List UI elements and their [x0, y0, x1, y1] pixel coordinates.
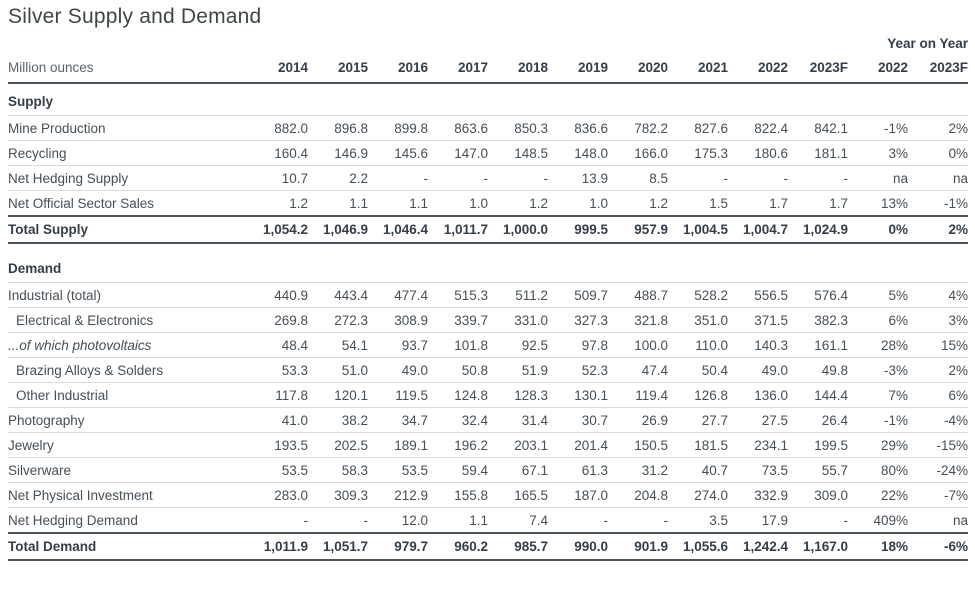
row-label: Other Industrial [8, 383, 248, 408]
column-header-row [8, 54, 968, 83]
page-title: Silver Supply and Demand [8, 5, 262, 28]
value-cell: 126.8 [668, 383, 728, 408]
column-header-2014: 2014 [248, 54, 308, 83]
column-header-2021: 2021 [668, 54, 728, 83]
value-cell: 477.4 [368, 283, 428, 308]
value-cell: 202.5 [308, 433, 368, 458]
row-label: Net Hedging Supply [8, 166, 248, 191]
value-cell: 165.5 [488, 483, 548, 508]
value-cell: 1.2 [488, 191, 548, 217]
value-cell: 67.1 [488, 458, 548, 483]
value-cell: 54.1 [308, 333, 368, 358]
value-cell: 882.0 [248, 116, 308, 141]
value-cell: 119.5 [368, 383, 428, 408]
total-value-cell: 957.9 [608, 216, 668, 243]
row-label: Net Physical Investment [8, 483, 248, 508]
value-cell: -3% [848, 358, 908, 383]
value-cell: 124.8 [428, 383, 488, 408]
total-value-cell: 0% [848, 216, 908, 243]
value-cell: 53.5 [368, 458, 428, 483]
value-cell: 53.3 [248, 358, 308, 383]
value-cell: 3.5 [668, 508, 728, 534]
column-header-2016: 2016 [368, 54, 428, 83]
total-value-cell: 1,046.9 [308, 216, 368, 243]
value-cell: 26.9 [608, 408, 668, 433]
value-cell: 51.0 [308, 358, 368, 383]
value-cell: 130.1 [548, 383, 608, 408]
value-cell: - [368, 166, 428, 191]
total-value-cell: 2% [908, 216, 968, 243]
value-cell: 50.4 [668, 358, 728, 383]
row-label: Net Official Sector Sales [8, 191, 248, 217]
value-cell: 10.7 [248, 166, 308, 191]
total-value-cell: 1,004.5 [668, 216, 728, 243]
row-label: Silverware [8, 458, 248, 483]
table-row [8, 483, 968, 508]
value-cell: 308.9 [368, 308, 428, 333]
value-cell: 511.2 [488, 283, 548, 308]
value-cell: 896.8 [308, 116, 368, 141]
value-cell: - [488, 166, 548, 191]
value-cell: 339.7 [428, 308, 488, 333]
value-cell: 309.3 [308, 483, 368, 508]
section-spacer [8, 243, 968, 251]
value-cell: 7% [848, 383, 908, 408]
total-value-cell: 960.2 [428, 533, 488, 560]
total-value-cell: 1,011.7 [428, 216, 488, 243]
value-cell: 836.6 [548, 116, 608, 141]
value-cell: 49.0 [368, 358, 428, 383]
value-cell: 863.6 [428, 116, 488, 141]
column-header-2023F: 2023F [788, 54, 848, 83]
spacer-cell [8, 243, 968, 251]
total-value-cell: 1,242.4 [728, 533, 788, 560]
value-cell: 2% [908, 358, 968, 383]
value-cell: 27.7 [668, 408, 728, 433]
value-cell: - [608, 508, 668, 534]
total-value-cell: 1,004.7 [728, 216, 788, 243]
value-cell: - [428, 166, 488, 191]
column-header-2022: 2022 [728, 54, 788, 83]
value-cell: 27.5 [728, 408, 788, 433]
value-cell: - [248, 508, 308, 534]
value-cell: 160.4 [248, 141, 308, 166]
value-cell: 827.6 [668, 116, 728, 141]
total-value-cell: 1,000.0 [488, 216, 548, 243]
value-cell: 1.1 [428, 508, 488, 534]
value-cell: 212.9 [368, 483, 428, 508]
value-cell: 331.0 [488, 308, 548, 333]
table-row [8, 333, 968, 358]
year-on-year-label: Year on Year [887, 36, 968, 51]
value-cell: 4% [908, 283, 968, 308]
value-cell: 409% [848, 508, 908, 534]
value-cell: 3% [848, 141, 908, 166]
value-cell: -7% [908, 483, 968, 508]
value-cell: 28% [848, 333, 908, 358]
total-value-cell: 1,024.9 [788, 216, 848, 243]
total-row [8, 216, 968, 243]
value-cell: 1.2 [248, 191, 308, 217]
value-cell: 382.3 [788, 308, 848, 333]
value-cell: 371.5 [728, 308, 788, 333]
value-cell: 440.9 [248, 283, 308, 308]
table-row [8, 116, 968, 141]
section-header-row [8, 251, 968, 283]
value-cell: na [848, 166, 908, 191]
value-cell: 1.2 [608, 191, 668, 217]
value-cell: 128.3 [488, 383, 548, 408]
silver-supply-demand-table [8, 35, 968, 561]
row-label: Photography [8, 408, 248, 433]
table-row [8, 458, 968, 483]
table-row [8, 166, 968, 191]
value-cell: 0% [908, 141, 968, 166]
value-cell: - [668, 166, 728, 191]
value-cell: - [308, 508, 368, 534]
value-cell: 201.4 [548, 433, 608, 458]
total-value-cell: 1,011.9 [248, 533, 308, 560]
value-cell: 1.1 [308, 191, 368, 217]
value-cell: 443.4 [308, 283, 368, 308]
total-value-cell: -6% [908, 533, 968, 560]
total-value-cell: 979.7 [368, 533, 428, 560]
value-cell: 101.8 [428, 333, 488, 358]
total-value-cell: 1,167.0 [788, 533, 848, 560]
value-cell: 274.0 [668, 483, 728, 508]
unit-label: Million ounces [8, 54, 248, 83]
column-header-2020: 2020 [608, 54, 668, 83]
value-cell: 22% [848, 483, 908, 508]
value-cell: 488.7 [608, 283, 668, 308]
value-cell: 100.0 [608, 333, 668, 358]
value-cell: 842.1 [788, 116, 848, 141]
value-cell: 1.0 [548, 191, 608, 217]
row-label: Recycling [8, 141, 248, 166]
row-label: Industrial (total) [8, 283, 248, 308]
value-cell: 175.3 [668, 141, 728, 166]
total-row [8, 533, 968, 560]
value-cell: 509.7 [548, 283, 608, 308]
value-cell: 155.8 [428, 483, 488, 508]
value-cell: 321.8 [608, 308, 668, 333]
value-cell: 49.8 [788, 358, 848, 383]
total-label: Total Supply [8, 216, 248, 243]
value-cell: 6% [848, 308, 908, 333]
value-cell: 61.3 [548, 458, 608, 483]
table-row [8, 283, 968, 308]
value-cell: 269.8 [248, 308, 308, 333]
value-cell: 181.5 [668, 433, 728, 458]
value-cell: 30.7 [548, 408, 608, 433]
total-value-cell: 1,055.6 [668, 533, 728, 560]
value-cell: 53.5 [248, 458, 308, 483]
value-cell: 1.0 [428, 191, 488, 217]
value-cell: 31.4 [488, 408, 548, 433]
value-cell: 48.4 [248, 333, 308, 358]
value-cell: 7.4 [488, 508, 548, 534]
value-cell: 1.1 [368, 191, 428, 217]
value-cell: 309.0 [788, 483, 848, 508]
value-cell: 181.1 [788, 141, 848, 166]
value-cell: 782.2 [608, 116, 668, 141]
value-cell: 822.4 [728, 116, 788, 141]
value-cell: 283.0 [248, 483, 308, 508]
table-row [8, 383, 968, 408]
row-label: Electrical & Electronics [8, 308, 248, 333]
value-cell: 93.7 [368, 333, 428, 358]
value-cell: 32.4 [428, 408, 488, 433]
row-label: ...of which photovoltaics [8, 333, 248, 358]
value-cell: 59.4 [428, 458, 488, 483]
value-cell: 203.1 [488, 433, 548, 458]
value-cell: 204.8 [608, 483, 668, 508]
value-cell: 5% [848, 283, 908, 308]
value-cell: 1.7 [728, 191, 788, 217]
table-row [8, 408, 968, 433]
value-cell: 556.5 [728, 283, 788, 308]
total-value-cell: 1,054.2 [248, 216, 308, 243]
value-cell: 148.5 [488, 141, 548, 166]
value-cell: 1.7 [788, 191, 848, 217]
value-cell: 119.4 [608, 383, 668, 408]
row-label: Net Hedging Demand [8, 508, 248, 534]
value-cell: 2% [908, 116, 968, 141]
value-cell: 1.5 [668, 191, 728, 217]
value-cell: 47.4 [608, 358, 668, 383]
total-value-cell: 18% [848, 533, 908, 560]
value-cell: 199.5 [788, 433, 848, 458]
value-cell: 49.0 [728, 358, 788, 383]
value-cell: - [788, 508, 848, 534]
value-cell: 234.1 [728, 433, 788, 458]
value-cell: 34.7 [368, 408, 428, 433]
value-cell: -1% [908, 191, 968, 217]
total-value-cell: 999.5 [548, 216, 608, 243]
value-cell: 17.9 [728, 508, 788, 534]
row-label: Brazing Alloys & Solders [8, 358, 248, 383]
table-row [8, 308, 968, 333]
value-cell: 58.3 [308, 458, 368, 483]
value-cell: 15% [908, 333, 968, 358]
value-cell: -1% [848, 408, 908, 433]
table-row [8, 358, 968, 383]
value-cell: 187.0 [548, 483, 608, 508]
value-cell: -15% [908, 433, 968, 458]
value-cell: 55.7 [788, 458, 848, 483]
column-header-yoy-2022: 2022 [848, 54, 908, 83]
value-cell: 148.0 [548, 141, 608, 166]
column-header-2019: 2019 [548, 54, 608, 83]
value-cell: 140.3 [728, 333, 788, 358]
column-header-yoy-2023F: 2023F [908, 54, 968, 83]
column-header-2015: 2015 [308, 54, 368, 83]
value-cell: 272.3 [308, 308, 368, 333]
value-cell: 117.8 [248, 383, 308, 408]
value-cell: 29% [848, 433, 908, 458]
value-cell: 144.4 [788, 383, 848, 408]
column-header-2017: 2017 [428, 54, 488, 83]
value-cell: 161.1 [788, 333, 848, 358]
value-cell: 52.3 [548, 358, 608, 383]
value-cell: 38.2 [308, 408, 368, 433]
section-header-row [8, 83, 968, 116]
value-cell: -1% [848, 116, 908, 141]
value-cell: 515.3 [428, 283, 488, 308]
total-value-cell: 901.9 [608, 533, 668, 560]
value-cell: 110.0 [668, 333, 728, 358]
total-value-cell: 985.7 [488, 533, 548, 560]
section-label: Demand [8, 251, 968, 283]
value-cell: 180.6 [728, 141, 788, 166]
value-cell: 196.2 [428, 433, 488, 458]
spacer-cell [8, 35, 848, 54]
table-row [8, 433, 968, 458]
section-label: Supply [8, 83, 968, 116]
table-row [8, 191, 968, 217]
column-header-2018: 2018 [488, 54, 548, 83]
value-cell: 193.5 [248, 433, 308, 458]
value-cell: na [908, 166, 968, 191]
table-row [8, 508, 968, 534]
value-cell: 51.9 [488, 358, 548, 383]
value-cell: 41.0 [248, 408, 308, 433]
value-cell: 97.8 [548, 333, 608, 358]
value-cell: 8.5 [608, 166, 668, 191]
value-cell: 6% [908, 383, 968, 408]
value-cell: 327.3 [548, 308, 608, 333]
row-label: Mine Production [8, 116, 248, 141]
value-cell: 12.0 [368, 508, 428, 534]
value-cell: - [548, 508, 608, 534]
table-body [8, 83, 968, 560]
value-cell: 40.7 [668, 458, 728, 483]
total-value-cell: 1,051.7 [308, 533, 368, 560]
value-cell: 120.1 [308, 383, 368, 408]
value-cell: 13.9 [548, 166, 608, 191]
value-cell: 50.8 [428, 358, 488, 383]
table-row [8, 141, 968, 166]
value-cell: 145.6 [368, 141, 428, 166]
value-cell: 332.9 [728, 483, 788, 508]
value-cell: -4% [908, 408, 968, 433]
value-cell: 850.3 [488, 116, 548, 141]
value-cell: 899.8 [368, 116, 428, 141]
value-cell: 351.0 [668, 308, 728, 333]
total-value-cell: 1,046.4 [368, 216, 428, 243]
value-cell: 146.9 [308, 141, 368, 166]
total-label: Total Demand [8, 533, 248, 560]
value-cell: 189.1 [368, 433, 428, 458]
value-cell: na [908, 508, 968, 534]
value-cell: 26.4 [788, 408, 848, 433]
value-cell: 528.2 [668, 283, 728, 308]
value-cell: 92.5 [488, 333, 548, 358]
value-cell: 136.0 [728, 383, 788, 408]
value-cell: 31.2 [608, 458, 668, 483]
value-cell: 2.2 [308, 166, 368, 191]
value-cell: 13% [848, 191, 908, 217]
value-cell: 80% [848, 458, 908, 483]
value-cell: 147.0 [428, 141, 488, 166]
value-cell: - [728, 166, 788, 191]
total-value-cell: 990.0 [548, 533, 608, 560]
value-cell: 166.0 [608, 141, 668, 166]
row-label: Jewelry [8, 433, 248, 458]
value-cell: 73.5 [728, 458, 788, 483]
year-on-year-group-row [8, 35, 968, 54]
value-cell: - [788, 166, 848, 191]
value-cell: -24% [908, 458, 968, 483]
value-cell: 576.4 [788, 283, 848, 308]
value-cell: 3% [908, 308, 968, 333]
value-cell: 150.5 [608, 433, 668, 458]
